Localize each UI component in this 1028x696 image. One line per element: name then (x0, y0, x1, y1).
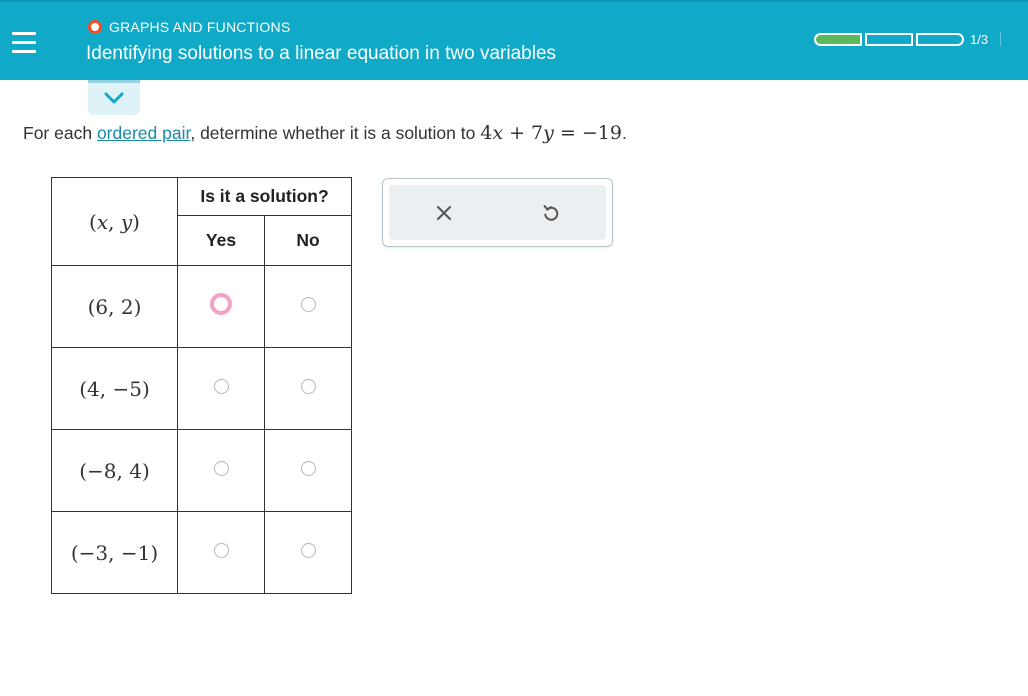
menu-bar-icon (12, 32, 36, 35)
problem-middle: , determine whether it is a solution to (190, 123, 481, 143)
undo-icon (541, 203, 561, 223)
topic-status-dot-icon (88, 20, 102, 34)
pair-column-header (52, 178, 178, 266)
yes-radio[interactable] (214, 461, 229, 476)
no-cell (265, 266, 352, 348)
ordered-pair-value: (6, 2) (87, 294, 142, 319)
pair-cell (52, 348, 178, 430)
no-cell (265, 348, 352, 430)
topic-label: GRAPHS AND FUNCTIONS (109, 19, 291, 35)
yes-column-header: Yes (178, 216, 265, 266)
ordered-pair-value: (4, −5) (79, 376, 150, 401)
yes-cell (178, 430, 265, 512)
solution-column-header: Is it a solution? (178, 178, 352, 216)
yes-cell (178, 348, 265, 430)
progress-segment-2 (865, 33, 913, 46)
yes-cell (178, 266, 265, 348)
no-radio[interactable] (301, 543, 316, 558)
table-row (52, 512, 352, 594)
progress-segment-1 (814, 33, 862, 46)
no-cell (265, 430, 352, 512)
yes-radio[interactable] (214, 543, 229, 558)
answer-tools-panel (382, 178, 613, 247)
pair-header-label: (x, y) (89, 209, 140, 234)
yes-cell (178, 512, 265, 594)
no-column-header: No (265, 216, 352, 266)
no-radio[interactable] (301, 461, 316, 476)
clear-button[interactable] (428, 197, 460, 229)
progress-bar (814, 33, 964, 46)
problem-suffix: . (621, 123, 627, 143)
pair-cell (52, 430, 178, 512)
menu-bar-icon (12, 41, 36, 44)
answer-tools-bar (389, 185, 606, 240)
no-radio[interactable] (301, 297, 316, 312)
problem-statement (23, 122, 627, 144)
ordered-pair-value: (−8, 4) (79, 458, 150, 483)
table-row (52, 348, 352, 430)
no-cell (265, 512, 352, 594)
no-radio[interactable] (301, 379, 316, 394)
lesson-title: Identifying solutions to a linear equation in two variables (86, 43, 557, 64)
collapse-toggle-button[interactable] (88, 80, 140, 115)
problem-prefix: For each (23, 123, 97, 143)
yes-radio[interactable] (214, 379, 229, 394)
top-header (0, 0, 1028, 80)
topic-row (88, 19, 290, 35)
progress-label: 1/3 (970, 32, 989, 47)
equation: 4x + 7y = −19 (480, 122, 622, 144)
solutions-table (51, 177, 352, 594)
table-row (52, 430, 352, 512)
close-icon (435, 204, 453, 222)
menu-bar-icon (12, 50, 36, 53)
pair-cell (52, 512, 178, 594)
ordered-pair-link[interactable]: ordered pair (96, 123, 191, 143)
table-row (52, 266, 352, 348)
progress-segment-3 (916, 33, 964, 46)
chevron-down-icon (104, 92, 124, 104)
yes-radio[interactable] (210, 293, 232, 315)
undo-button[interactable] (535, 197, 567, 229)
menu-button[interactable] (8, 24, 40, 60)
pair-cell (52, 266, 178, 348)
header-divider (1000, 32, 1001, 46)
ordered-pair-value: (−3, −1) (70, 540, 159, 565)
